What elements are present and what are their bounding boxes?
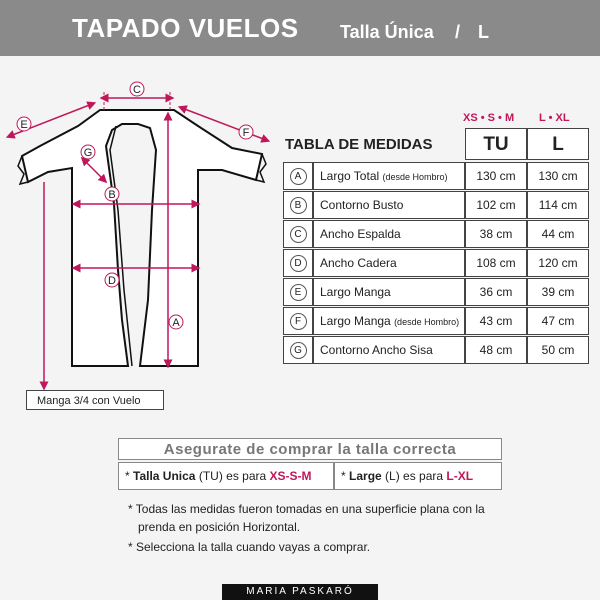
row-letter-badge: F xyxy=(290,313,307,330)
coat-outline xyxy=(22,110,262,366)
row-value-l: 39 cm xyxy=(527,278,589,306)
row-letter-badge: D xyxy=(290,255,307,272)
label-e xyxy=(17,117,31,131)
row-value-tu: 102 cm xyxy=(465,191,527,219)
row-letter xyxy=(283,162,313,190)
row-letter-badge: G xyxy=(290,342,307,359)
label-d xyxy=(105,273,119,287)
advice-heading: Asegurate de comprar la talla correcta xyxy=(118,438,502,460)
row-value-l: 44 cm xyxy=(527,220,589,248)
table-row xyxy=(283,191,589,219)
row-letter xyxy=(283,249,313,277)
row-name-text: Largo Manga xyxy=(320,285,391,299)
row-letter xyxy=(283,307,313,335)
brand-logo: MARIA PASKARÓ xyxy=(222,584,378,600)
svg-text:A: A xyxy=(172,317,180,329)
note-line-2: prenda en posición Horizontal. xyxy=(138,520,301,534)
row-letter-badge: E xyxy=(290,284,307,301)
row-value-l: 47 cm xyxy=(527,307,589,335)
column-header-tu: TU xyxy=(465,128,527,160)
column-header-l: L xyxy=(527,128,589,160)
row-name-note: (desde Hombro) xyxy=(382,172,448,182)
product-title: TAPADO VUELOS xyxy=(72,13,299,43)
row-name-note: (desde Hombro) xyxy=(394,317,460,327)
option-l-code: (L) es para xyxy=(385,469,444,483)
svg-text:G: G xyxy=(83,147,93,159)
size-label: Talla Única xyxy=(340,22,434,42)
row-letter xyxy=(283,220,313,248)
note-line-3: * Selecciona la talla cuando vayas a comprar. xyxy=(128,540,371,554)
label-c xyxy=(130,82,144,96)
option-tu-star: * xyxy=(125,469,130,483)
row-measure-name xyxy=(313,249,465,277)
row-letter-badge: A xyxy=(290,168,307,185)
size-letter: L xyxy=(478,22,489,42)
table-row xyxy=(283,278,589,306)
row-measure-name xyxy=(313,191,465,219)
row-name-text: Ancho Cadera xyxy=(320,256,397,270)
row-value-tu: 48 cm xyxy=(465,336,527,364)
row-letter-badge: C xyxy=(290,226,307,243)
svg-text:E: E xyxy=(20,119,28,131)
row-name-text: Largo Manga xyxy=(320,314,391,328)
row-measure-name xyxy=(313,220,465,248)
row-letter xyxy=(283,191,313,219)
row-name-text: Contorno Ancho Sisa xyxy=(320,343,433,357)
row-measure-name xyxy=(313,336,465,364)
garment-diagram xyxy=(0,70,280,400)
option-large xyxy=(334,462,502,490)
row-measure-name xyxy=(313,307,465,335)
label-a xyxy=(169,315,183,329)
row-value-tu: 43 cm xyxy=(465,307,527,335)
row-measure-name xyxy=(313,278,465,306)
table-row xyxy=(283,162,589,190)
header-bar xyxy=(0,0,600,56)
svg-text:B: B xyxy=(108,189,116,201)
label-g xyxy=(81,145,95,159)
size-separator: / xyxy=(455,22,461,42)
svg-text:D: D xyxy=(108,275,116,287)
note-line-1: * Todas las medidas fueron tomadas en una superficie plana con la xyxy=(128,502,485,516)
row-measure-name xyxy=(313,162,465,190)
row-letter xyxy=(283,336,313,364)
table-row xyxy=(283,307,589,335)
table-row xyxy=(283,220,589,248)
option-l-star: * xyxy=(341,469,346,483)
row-letter xyxy=(283,278,313,306)
group-l-sizes: L • XL xyxy=(539,112,570,124)
row-letter-badge: B xyxy=(290,197,307,214)
option-tu-name: Talla Unica xyxy=(133,469,196,483)
row-value-tu: 36 cm xyxy=(465,278,527,306)
row-value-l: 114 cm xyxy=(527,191,589,219)
svg-text:C: C xyxy=(133,84,141,96)
row-name-text: Ancho Espalda xyxy=(320,227,401,241)
label-b xyxy=(105,187,119,201)
row-value-l: 50 cm xyxy=(527,336,589,364)
sleeve-caption: Manga 3/4 con Vuelo xyxy=(26,390,164,410)
row-value-tu: 38 cm xyxy=(465,220,527,248)
row-name-text: Largo Total xyxy=(320,169,380,183)
option-l-name: Large xyxy=(349,469,382,483)
row-value-l: 130 cm xyxy=(527,162,589,190)
row-value-tu: 130 cm xyxy=(465,162,527,190)
table-row xyxy=(283,336,589,364)
option-tu-code: (TU) es para xyxy=(198,469,267,483)
row-value-tu: 108 cm xyxy=(465,249,527,277)
label-f xyxy=(239,125,253,139)
option-tu-sizes: XS-S-M xyxy=(269,469,312,483)
group-tu-sizes: XS • S • M xyxy=(463,112,515,124)
row-name-text: Contorno Busto xyxy=(320,198,404,212)
option-talla-unica xyxy=(118,462,334,490)
table-title: TABLA DE MEDIDAS xyxy=(285,136,433,153)
row-value-l: 120 cm xyxy=(527,249,589,277)
option-l-sizes: L-XL xyxy=(446,469,474,483)
svg-text:F: F xyxy=(242,127,250,139)
table-row xyxy=(283,249,589,277)
